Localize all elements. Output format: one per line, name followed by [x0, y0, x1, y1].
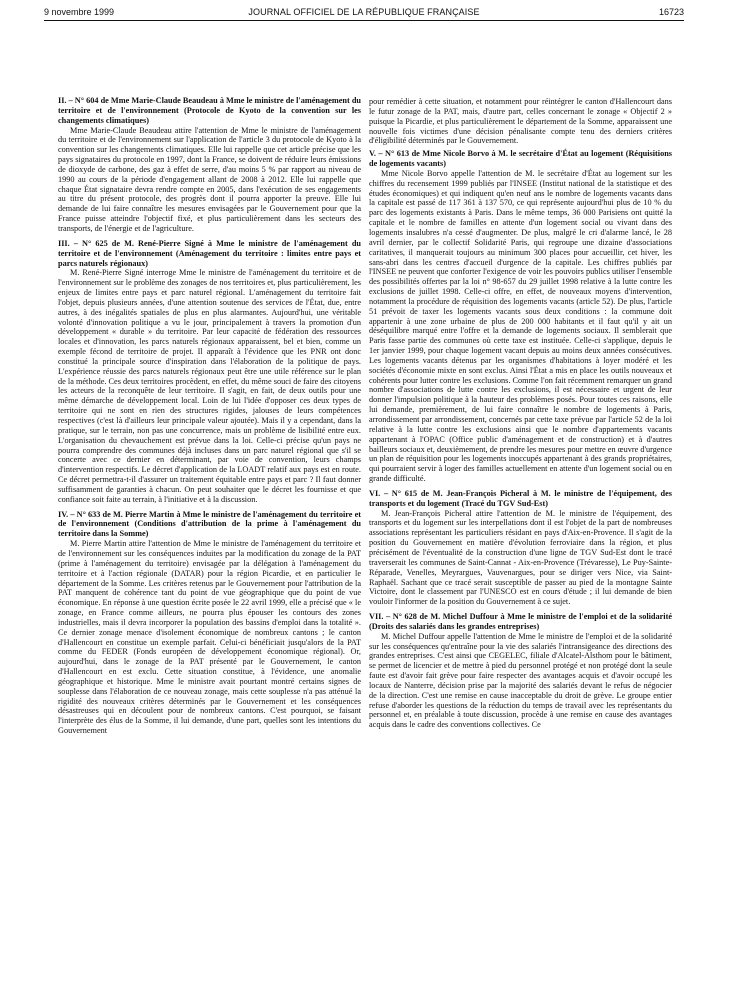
- question-615: [369, 489, 672, 607]
- question-625-body: M. René-Pierre Signé interroge Mme le ministre de l'aménagement du territoire et de l'environnement sur le problème des zonages de nos territoires et, plus particulièrement, les enjeux de limites entre pays et parc naturel régional. L'aménagement du territoire fait l'objet, depuis plusieurs années, d'une attention soutenue des services de l'État, due, entre autres, à des inégalités spatiales de plus en plus alarmantes. Aujourd'hui, une véritable volonté d'innovation politique a vu le jour, principalement à travers la promotion d'un développement « durable » du territoire. Par leur capacité de fédération des ressources locales et d'innovation, les parcs naturels régionaux apparaissent, bel et bien, comme un exemple fécond de territoire de projet. Il apparaît à l'évidence que les PNR ont donc constitué la principale source d'inspiration dans l'élaboration de la politique de pays. L'expérience réussie des parcs naturels régionaux peut être une utile référence sur le plan de la méthode. Ces deux territoires procèdent, en effet, du même souci de faire des citoyens les acteurs de la reconquête de leur territoire. Il s'agit, en fait, de deux outils pour une même démarche de développement local. Loin de lui l'idée d'opposer ces deux types de territoire qui ne sont en rien des structures rigides, jalouses de leurs compétences respectives (c'est là d'ailleurs leur principale valeur ajoutée). Mais il y a cependant, dans la pratique, sur le terrain, non pas une concurrence, mais un problème de lisibilité entre eux. L'organisation du chevauchement est prévue dans la loi. Celle-ci précise qu'un pays ne pourra comprendre des communes déjà incluses dans un parc naturel régional que s'il se concerte avec ce dernier en déterminant, par voie de convention, leurs champs d'intervention respectifs. Le décret d'application de la LOADT relatif aux pays est en route. Ce décret permettra-t-il d'assurer un traitement équitable entre pays et parc ? Il faut donner suffisamment de garanties à chacun. On peut souhaiter que le décret les fournisse et que confiance soit faite au terrain, à l'initiative et à la discussion.: [58, 268, 361, 504]
- question-633-heading: IV. – N° 633 de M. Pierre Martin à Mme le ministre de l'aménagement du territoire et de l'environnement (Conditions d'attribution de la prime à l'aménagement du territoire dans la Somme): [58, 509, 361, 539]
- question-628-heading: VII. – N° 628 de M. Michel Duffour à Mme le ministre de l'emploi et de la solidarité (Droits des salariés dans les grandes entreprises): [369, 612, 672, 631]
- question-633-body: M. Pierre Martin attire l'attention de Mme le ministre de l'aménagement du territoire et de l'environnement sur les conséquences induites par la modification du zonage de la PAT (prime à l'aménagement du territoire) envisagée par la délégation à l'aménagement du territoire et à l'action régionale (DATAR) pour la région Picardie, et en particulier le département de la Somme. Les critères retenus par le Gouvernement pour l'attribution de la PAT manquent de cohérence tant du point de vue géographique que du point de vue économique. En réponse à une question écrite posée le 22 avril 1999, elle a précisé que « le zonage, en France comme ailleurs, ne pourra plus épouser les contours des zones industrielles, mais il devra incorporer la population des bassins d'emploi dans la totalité ». Ce dernier zonage menace d'isolement économique de nombreux cantons ; le canton d'Hallencourt en constitue un exemple parfait. Celui-ci bénéficiait jusqu'alors de la PAT comme du FEDER (Fonds européen de développement économique régional). Or, aujourd'hui, dans le zonage de la PAT présenté par le Gouvernement, le canton d'Hallencourt en est exclu. Cette situation constitue, à l'évidence, une anomalie géographique et historique. Mme le ministre avait pourtant montré certains signes de souplesse dans l'élaboration de ce nouveau zonage, mais cette souplesse n'a pas atténué la rigidité des nouveaux critères déterminés par le Gouvernement et les conséquences désastreuses qui en découlent pour de nombreux cantons. C'est pourquoi, se faisant l'interprète des élus de la Somme, il lui demande, d'une part, quelles sont les intentions du Gouvernement: [58, 539, 361, 736]
- question-604-body: Mme Marie-Claude Beaudeau attire l'attention de Mme le ministre de l'aménagement du territoire et de l'environnement sur l'application de l'article 3 du protocole de Kyoto à la convention sur les changements climatiques. Elle lui rappelle que cet article précise que les pays signataires du protocole en 1997, dont la France, se doivent de réduire leurs émissions de dioxyde de carbone, des gaz à effet de serre, d'au moins 5 % par rapport au niveau de 1990 au cours de la période d'engagement allant de 2008 à 2012. Elle lui rappelle que chaque État signataire devra rendre compte en 2005, dans l'exécution de ses engagements au titre du présent protocole, des progrès dont il pourra apporter la preuve. Elle lui demande de lui faire connaître les mesures envisagées par le Gouvernement pour que la France puisse atteindre l'objectif fixé, et plus particulièrement dans les secteurs des transports, de l'énergie et de l'agriculture.: [58, 125, 361, 233]
- question-604: [58, 96, 361, 234]
- page-number: 16723: [658, 7, 684, 17]
- question-633-continuation: pour remédier à cette situation, et notamment pour réintégrer le canton d'Hallencourt dans le futur zonage de la PAT, mais, d'autre part, celles concernant le zonage « Objectif 2 » puisque la Picardie, et plus particulièrement le département de la Somme, apparaissent une nouvelle fois victimes d'une décision pénalisante compte tenu des derniers critères d'éligibilité déterminés par le Gouvernement.: [369, 97, 672, 146]
- header-date: 9 novembre 1999: [44, 7, 115, 17]
- right-column: [369, 97, 672, 732]
- question-604-heading: II. – N° 604 de Mme Marie-Claude Beaudeau à Mme le ministre de l'aménagement du territoire et de l'environnement (Protocole de Kyoto de la convention sur les changements climatiques): [58, 96, 361, 125]
- question-625-heading: III. – N° 625 de M. René-Pierre Signé à Mme le ministre de l'aménagement du territoire et de l'environnement (Aménagement du territoire : limites entre pays et parcs naturels régionaux): [58, 238, 361, 268]
- question-613: [369, 149, 672, 484]
- question-615-heading: VI. – N° 615 de M. Jean-François Picheral à M. le ministre de l'équipement, des transports et du logement (Tracé du TGV Sud-Est): [369, 488, 672, 508]
- page-header: [44, 4, 684, 21]
- question-628-body: M. Michel Duffour appelle l'attention de Mme le ministre de l'emploi et de la solidarité sur les conséquences qu'entraîne pour la vie des salariés l'intransigeance des directions des grandes entreprises. C'est ainsi que CEGELEC, filiale d'Alcatel-Alsthom pour le bâtiment, se permet de licencier et de mettre à pied du personnel protégé et non protégé dont la seule faute est d'avoir fait grève pour faire respecter des avantages acquis et d'avoir occupé les locaux de Nanterre, décision prise par la majorité des salariés devant le refus de négocier de la direction. C'est une remise en cause inacceptable du droit de grève. Le groupe entier refuse d'aborder les questions de la réduction du temps de travail avec les représentants du personnel et, en préalable à toute discussion, procède à une remise en cause des avantages acquis dans le cadre des conventions collectives. Ce: [369, 631, 672, 730]
- journal-title: JOURNAL OFFICIEL DE LA RÉPUBLIQUE FRANÇAISE: [248, 7, 480, 17]
- question-628: [369, 612, 672, 730]
- question-633: [58, 510, 361, 736]
- question-613-body: Mme Nicole Borvo appelle l'attention de M. le secrétaire d'État au logement sur les chiffres du recensement 1999 publiés par l'INSEE (Institut national de la statistique et des études économiques) et qui indiquent qu'en neuf ans le nombre de logements vacants dans la capitale est passé de 117 361 à 137 570, ce qui représente aujourd'hui plus de 10 % du parc des logements existants à Paris. Dans le même temps, 36 000 Parisiens ont quitté la capitale et le nombre de familles en attente d'un logement social ou vivant dans des logements insalubres n'a cessé d'augmenter. De plus, malgré le cri d'alarme lancé, le 28 avril dernier, par le collectif Solidarité Paris, qui regroupe une dizaine d'associations caritatives, il manquerait toujours au minimum 300 places pour accueillir, cet hiver, les sans-abri dans les centres d'accueil d'urgence de la capitale. Les chiffres publiés par l'INSEE ne peuvent que conforter l'exigence de voir les pouvoirs publics utiliser l'ensemble des possibilités offertes par la loi n° 98-657 du 29 juillet 1998 relative à la lutte contre les exclusions de juillet 1998. Celle-ci offre, en effet, de nouveaux moyens d'intervention, notamment la procédure de réquisition des logements vacants (article 52). De plus, l'article 51 prévoit de taxer les logements vacants sous deux conditions : la commune doit appartenir à une zone urbaine de plus de 200 000 habitants et il faut qu'il y ait un déséquilibre marqué entre l'offre et la demande de logements sociaux. Il semblerait que Paris fasse partie des communes où cette taxe est instituée. Celle-ci s'applique, depuis le 1er janvier 1999, pour chaque logement vacant depuis au moins deux années consécutives. Les logements vacants détenus par les organismes d'habitations à loyer modéré et les sociétés d'économie mixte en sont exclus. Ainsi l'État a mis en place les outils nouveaux et cohérents pour lutter contre les exclusions. Comme l'on fait récemment remarquer un grand nombre d'associations de lutte contre les exclusions, il est nécessaire et urgent de leur donner l'impulsion politique à la hauteur des problèmes posés. Pour toutes ces raisons, elle lui demande, premièrement, de lui faire connaître le nombre de logements à Paris, arrondissement par arrondissement, concernés par cette taxe prévue par l'article 52 de la loi relative à la lutte contre les exclusions ainsi que le nombre d'appartements vacants appartenant à l'OPAC (Office public d'aménagement et de construction) et à d'autres bailleurs sociaux et, deuxièmement, de prendre les mesures pour mettre en œuvre d'urgence un plan de réquisition pour les logements inoccupés appartenant à des grands propriétaires, qui pourraient servir à loger des familles actuellement en attente d'un logement social ou en grande difficulté.: [369, 168, 672, 484]
- question-613-heading: V. – N° 613 de Mme Nicole Borvo à M. le secrétaire d'État au logement (Réquisitions de logements vacants): [369, 149, 672, 169]
- question-625: [58, 239, 361, 505]
- left-column: [58, 96, 361, 738]
- question-615-body: M. Jean-François Picheral attire l'attention de M. le ministre de l'équipement, des transports et du logement sur les interpellations dont il est l'objet de la part de nombreuses associations représentant les particuliers résidant en pays d'Aix-en-Provence. Il s'agit de la position du Gouvernement en matière d'évolution ferroviaire dans la région, et plus précisément de l'éventualité de la construction d'une ligne de TGV Sud-Est dont le tracé traverserait les communes de Saint-Cannat - Aix-en-Provence (Trévaresse), Le Puy-Sainte-Réparade, Venelles, Meyrargues, Vauvenargues, pour se diriger vers Nice, via Saint-Raphaël. Sachant que ce tracé serait susceptible de passer au pied de la montagne Sainte Victoire, dont le classement par l'UNESCO est en cours d'étude ; il lui demande de bien vouloir l'informer de la position du Gouvernement à ce sujet.: [369, 508, 672, 607]
